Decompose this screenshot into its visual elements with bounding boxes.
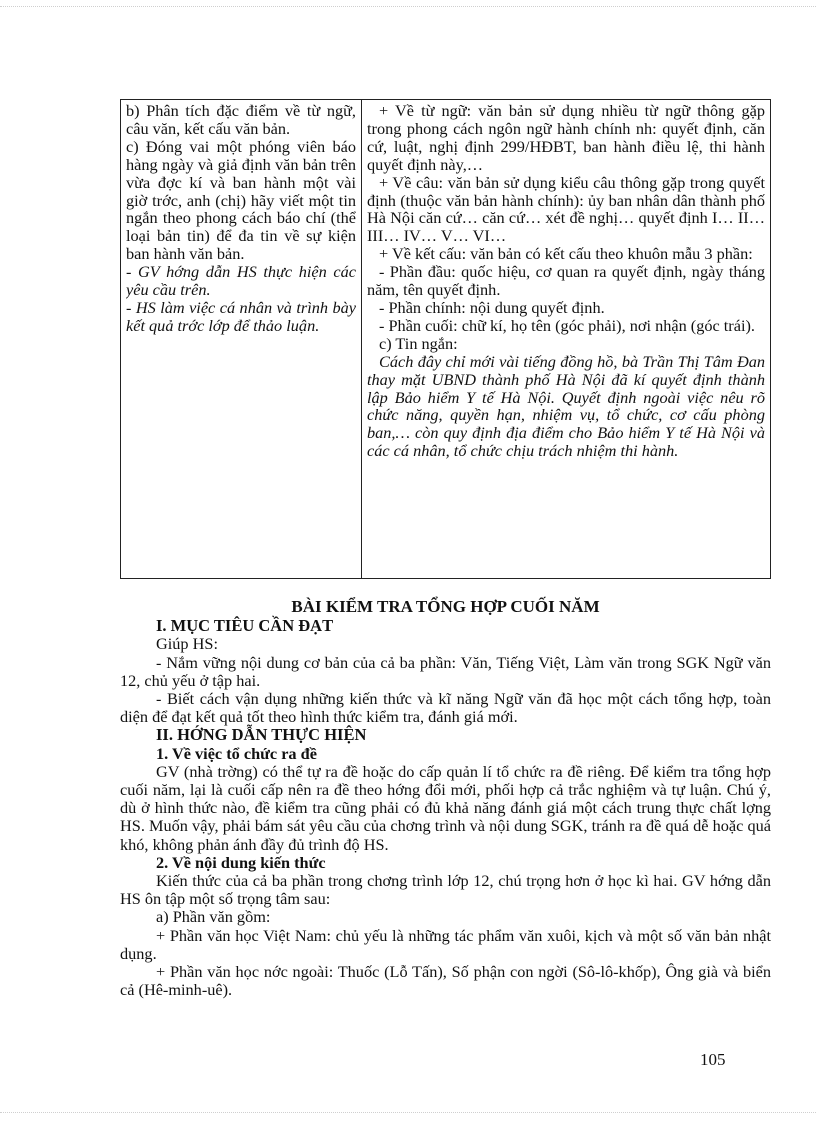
top-dotted-edge <box>0 6 816 7</box>
left-column-cell <box>121 100 362 579</box>
right-line-sentence: + Về câu: văn bản sử dụng kiểu câu thông gặp trong quyết định (thuộc văn bản hành chính): ủy ban nhân dân thành phố Hà Nội căn cứ… căn cứ… xét đề nghị… quyết định I… II… III… IV… V… VI… <box>367 172 765 246</box>
goal-2: - Biết cách vận dụng những kiến thức và kĩ năng Ngữ văn đã học một cách tổng hợp, toàn diện để đạt kết quả tốt theo hình thức kiểm tra, đánh giá mới. <box>120 689 771 727</box>
content-paragraph: Kiến thức của cả ba phần trong chơng trình lớp 12, chú trọng hơn ở học kì hai. GV hớng dẫn HS ôn tập một số trọng tâm sau: <box>120 871 771 909</box>
section-title: BÀI KIỂM TRA TỔNG HỢP CUỐI NĂM <box>291 597 600 616</box>
right-line-vocabulary: + Về từ ngữ: văn bản sử dụng nhiều từ ngữ thông gặp trong phong cách ngôn ngữ hành chính nh: quyết định, căn cứ, luật, nghị định 299/HĐBT, ban hành điều lệ, thi hành quyết định này,… <box>367 102 765 174</box>
right-line-short-news-label: c) Tin ngắn: <box>379 333 458 353</box>
goal-1: - Nắm vững nội dung cơ bản của cả ba phần: Văn, Tiếng Việt, Làm văn trong SGK Ngữ văn 12, chủ yếu ở tập hai. <box>120 652 771 690</box>
heading-goals: I. MỤC TIÊU CẦN ĐẠT <box>156 616 334 636</box>
literature-vietnam: + Phần văn học Việt Nam: chủ yếu là những tác phẩm văn xuôi, kịch và một số văn bản nhật dụng. <box>120 925 771 963</box>
right-line-structure: + Về kết cấu: văn bản có kết cấu theo khuôn mẫu 3 phần: <box>379 244 753 264</box>
right-italic-short-news: Cách đây chỉ mới vài tiếng đồng hồ, bà Trần Thị Tâm Đan thay mặt UBND thành phố Hà Nội đã kí quyết định thành lập Bảo hiểm Y tế Hà Nội. Quyết định ngoài việc nêu rõ chức năng, quyền hạn, nhiệm vụ, tổ chức, cơ cấu phòng ban,… còn quy định địa điểm cho Bảo hiểm Y tế Hà Nội và các cá nhân, tổ chức chịu trách nhiệm thi hành. <box>367 351 765 461</box>
table-row <box>121 100 771 579</box>
heading-content: 2. Về nội dung kiến thức <box>156 852 326 872</box>
right-column-cell <box>362 100 771 579</box>
heading-exam: 1. Về việc tổ chức ra đề <box>156 743 317 763</box>
literature-foreign: + Phần văn học nớc ngoài: Thuốc (Lỗ Tấn), Số phận con ngời (Sô-lô-khốp), Ông già và biển cả (Hê-minh-uê). <box>120 962 771 1000</box>
bottom-dotted-edge <box>0 1112 816 1113</box>
lesson-table <box>120 99 771 579</box>
heading-guide: II. HỚNG DẪN THỰC HIỆN <box>156 725 367 745</box>
goals-intro: Giúp HS: <box>156 634 218 654</box>
literature-part-a: a) Phần văn gồm: <box>156 907 271 927</box>
exam-paragraph: GV (nhà trờng) có thể tự ra đề hoặc do cấp quản lí tổ chức ra đề riêng. Để kiểm tra tổng hợp cuối năm, lại là cuối cấp nên ra đề theo hớng đổi mới, phối hợp cả trắc nghiệm và tự luận. Chú ý, dù ở hình thức nào, đề kiểm tra cũng phải có đủ khả năng đánh giá một cách trung thực chất lợng HS. Muốn vậy, phải bám sát yêu cầu của chơng trình và nội dung SGK, tránh ra đề quá dễ hoặc quá khó, không phản ánh đầy đủ trình độ HS. <box>120 761 771 854</box>
right-line-part-main: - Phần chính: nội dung quyết định. <box>379 297 605 317</box>
left-line-task-b: b) Phân tích đặc điểm về từ ngữ, câu văn, kết cấu văn bản. <box>126 102 356 138</box>
page-number: 105 <box>700 1050 726 1069</box>
left-italic-teacher: - GV hớng dẫn HS thực hiện các yêu cầu trên. <box>126 262 356 300</box>
left-line-task-c: c) Đóng vai một phóng viên báo hàng ngày và giả định văn bản trên vừa đợc kí và ban hành một vài giờ trớc, anh (chị) hãy viết một tin ngắn theo phong cách báo chí (thể loại bản tin) để đa tin về sự kiện ban hành văn bản. <box>126 136 356 264</box>
left-italic-student: - HS làm việc cá nhân và trình bày kết quả trớc lớp để thảo luận. <box>126 297 356 335</box>
body-text <box>120 598 771 999</box>
right-line-part-head: - Phần đầu: quốc hiệu, cơ quan ra quyết định, ngày tháng năm, tên quyết định. <box>367 262 765 300</box>
right-line-part-end: - Phần cuối: chữ kí, họ tên (góc phải), nơi nhận (góc trái). <box>379 315 755 335</box>
